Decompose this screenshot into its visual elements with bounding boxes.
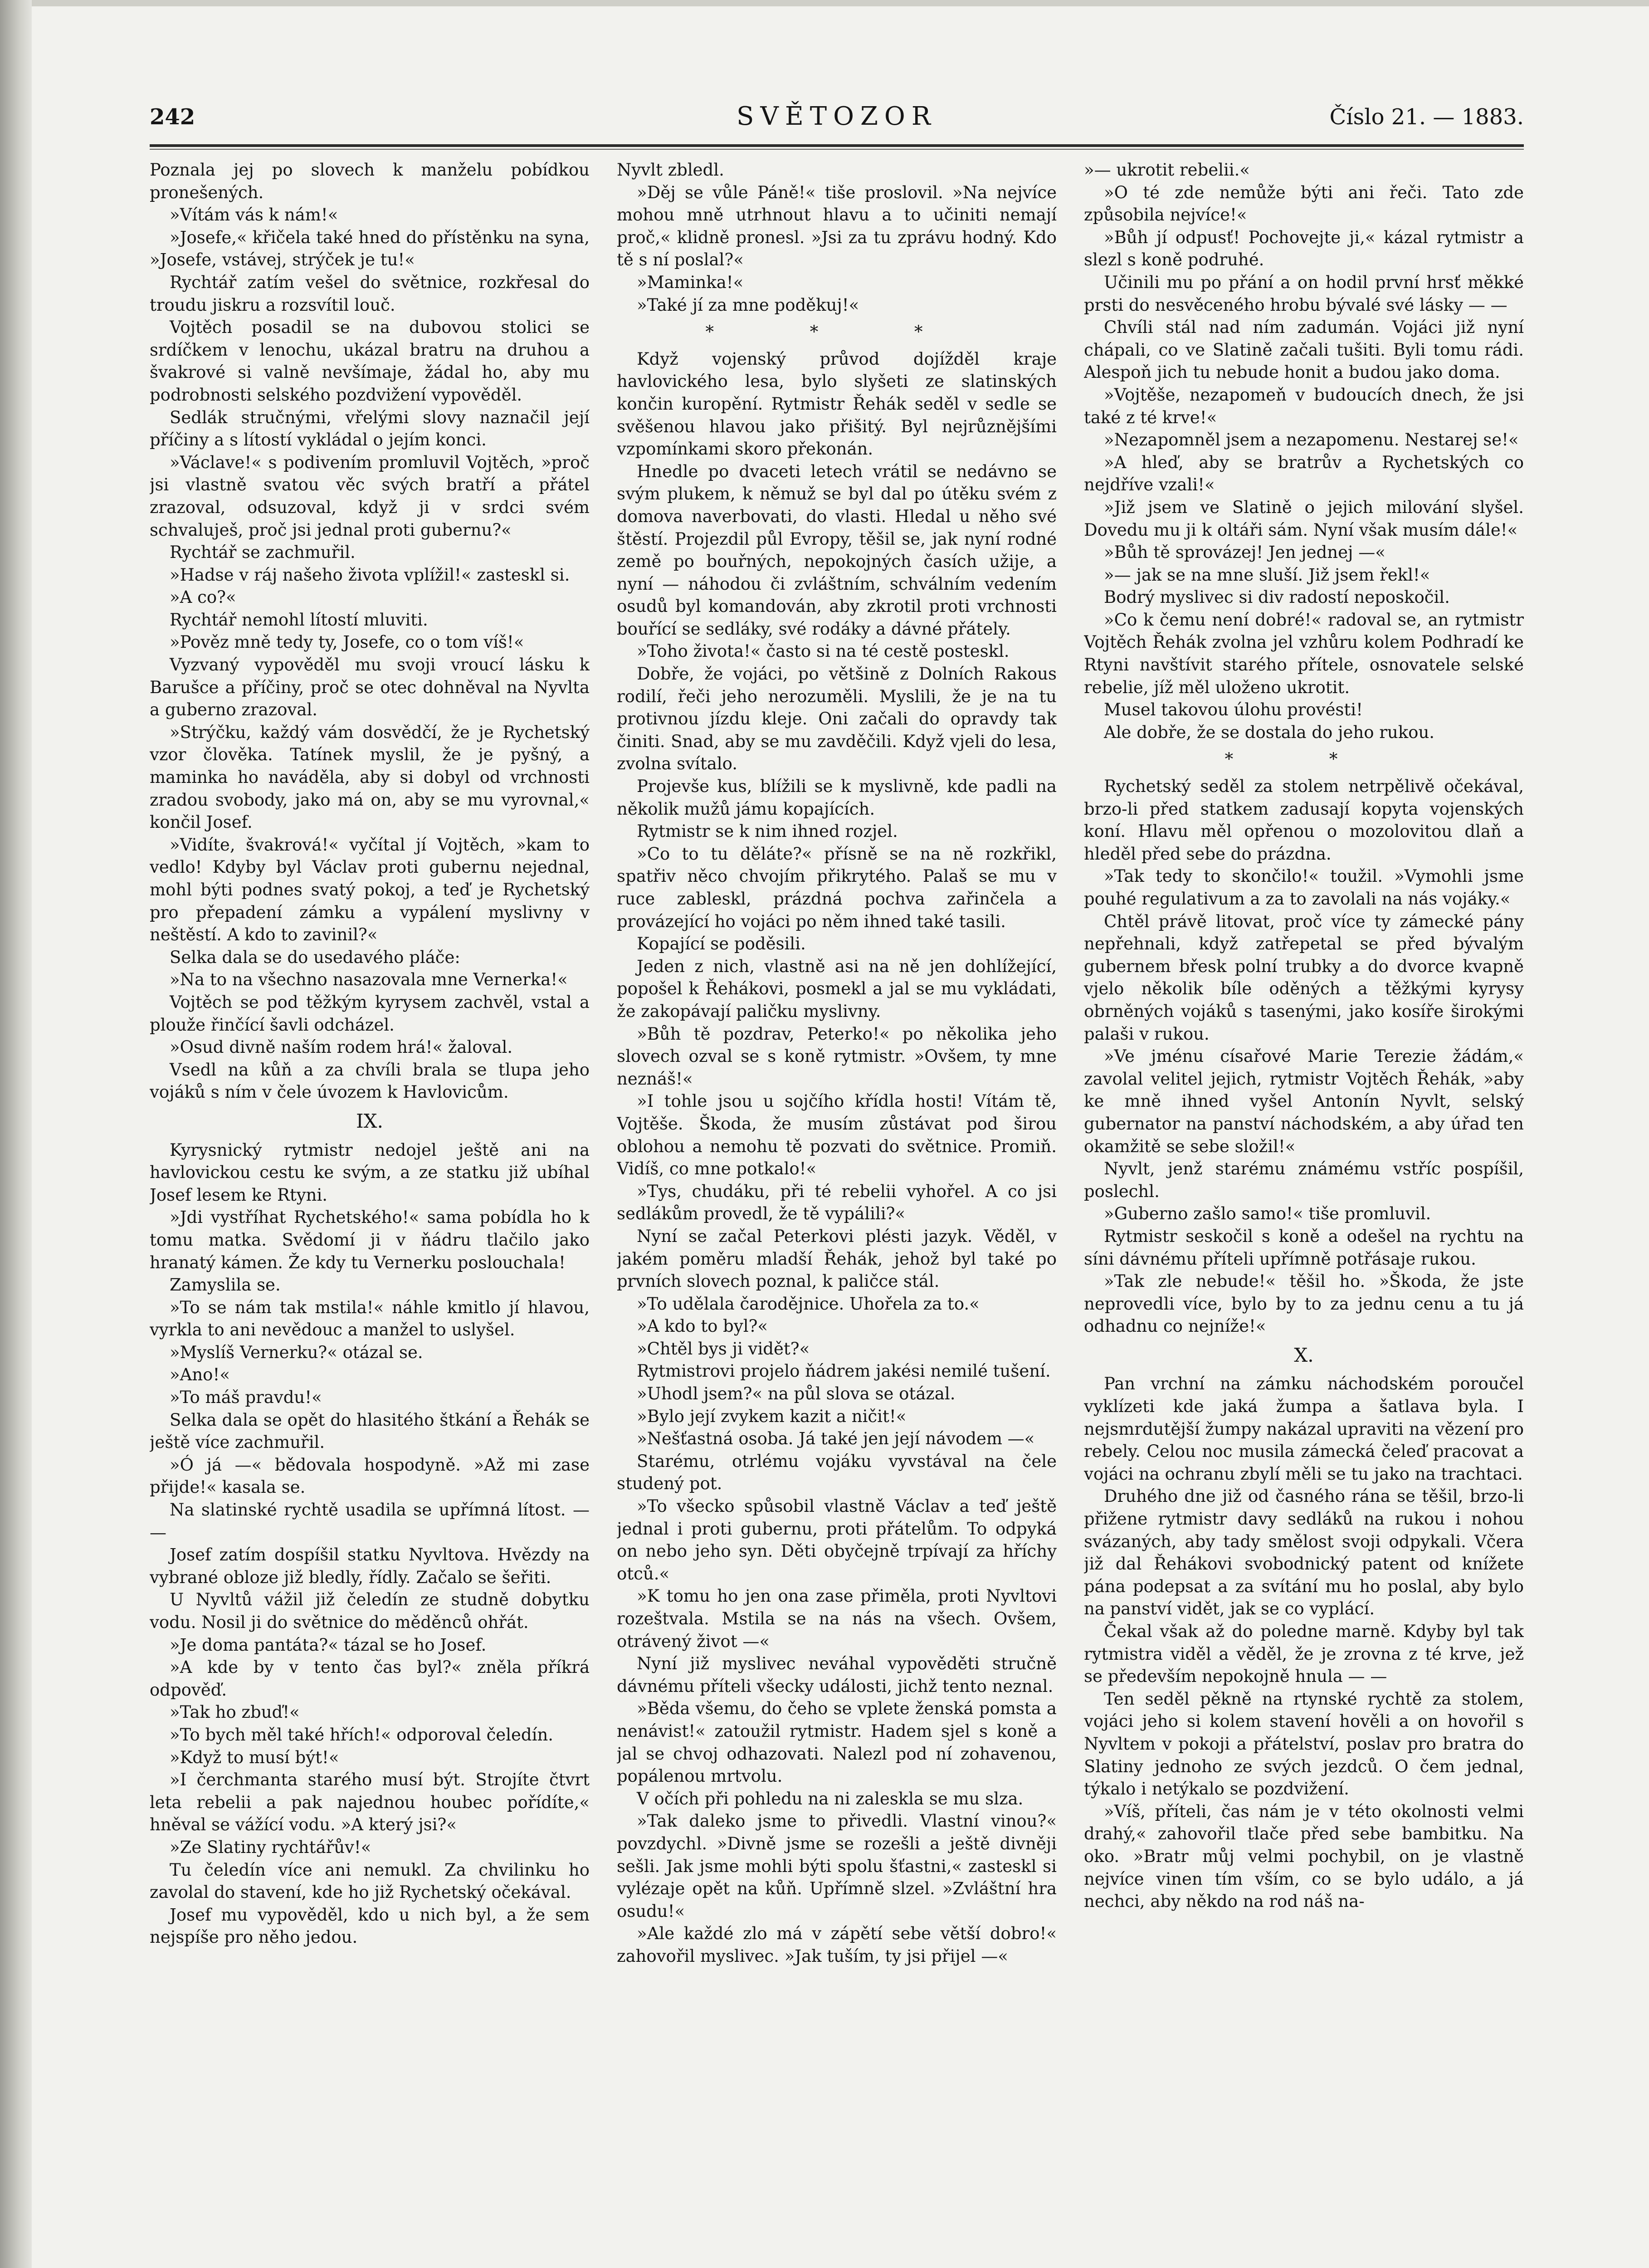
journal-title: SVĚTOZOR: [737, 102, 937, 131]
paragraph: »To bych měl také hřích!« odporoval čeledín.: [170, 1725, 554, 1745]
paragraph: »Maminka!«: [637, 272, 744, 292]
paragraph: Hnedle po dvaceti letech vrátil se nedávno se svým plukem, k němuž se byl dal po útěku svém z domova naverbovati, do vlasti. Hledal u něho své štěstí. Projezdil půl Evropy, těšil se, jak nyní rodné země po bouřných, nepokojných časích užije, a nyní — náhodou či zvláštním, schválním vedením osudů byl komandován, aby zkrotil proti vrchnosti bouřící se sedláky, své rodáky a dávné přátely.: [617, 461, 1057, 639]
paragraph: »Děj se vůle Páně!« tiše proslovil. »Na nejvíce mohou mně utrhnout hlavu a to učiniti nemají proč,« klidně pronesl. »Jsi za tu zprávu hodný. Kdo tě s ní poslal?«: [617, 182, 1057, 270]
paragraph: Rychetský seděl za stolem netrpělivě očekával, brzo-li před statkem zadusají kopyta vojenských koní. Hlavu měl opřenou o mozolovitou dlaň a hleděl před sebe do prázdna.: [1084, 777, 1524, 864]
paragraph: U Nyvltů vážil již čeledín ze studně dobytku vodu. Nosil ji do světnice do měděnců ohřát.: [150, 1590, 590, 1632]
binding-shadow: [0, 0, 32, 2268]
paragraph: »Nezapomněl jsem a nezapomenu. Nestarej se!«: [1104, 430, 1519, 450]
paragraph: »Josefe,« křičela také hned do přístěnku na syna, »Josefe, vstávej, strýček je tu!«: [150, 227, 590, 270]
paragraph: »Tys, chudáku, při té rebelii vyhořel. A co jsi sedlákům provedl, že tě vypálili?«: [617, 1181, 1057, 1224]
paragraph: Druhého dne již od časného rána se těšil, brzo-li přižene rytmistr davy sedláků na rukou i nohou svázaných, aby tady smělost svoji odpykali. Včera již dal Řehákovi svobodnický patent od knížete pána podepsat a za svítání mu ho poslal, aby bylo na panství vidět, jak se co vyplácí.: [1084, 1486, 1524, 1619]
paragraph: Tu čeledín více ani nemukl. Za chvilinku ho zavolal do stavení, kde ho již Rychetský očekával.: [150, 1860, 590, 1902]
paragraph: »I čerchmanta starého musí být. Strojíte čtvrt leta rebelii a pak najednou houbec pořídíte,« hněval se vážící vodu. »A který jsi?«: [150, 1770, 590, 1835]
paragraph: »Vidíte, švakrová!« vyčítal jí Vojtěch, »kam to vedlo! Kdyby byl Václav proti gubernu nejednal, mohl býti podnes svatý pokoj, a teď je Rychetský pro přepadení zámku a vypálení myslivny v neštěstí. A kdo to zavinil?«: [150, 835, 590, 945]
paragraph: Rytmistr seskočil s koně a odešel na rychtu na síni dávnému příteli upřímně potřásaje rukou.: [1084, 1226, 1524, 1269]
paragraph: Rychtář nemohl lítostí mluviti.: [170, 610, 428, 630]
paragraph: »— jak se na mne sluší. Již jsem řekl!«: [1104, 565, 1430, 585]
text-column-1: [150, 159, 590, 2186]
paragraph: »Pověz mně tedy ty, Josefe, co o tom víš!«: [170, 632, 524, 652]
section-heading: X.: [1294, 1344, 1314, 1366]
paragraph: »Tak zle nebude!« těšil ho. »Škoda, že jste neprovedli více, bylo by to za jednu cenu a tu já odhadnu co nejníže!«: [1084, 1271, 1524, 1336]
paragraph: Poznala jej po slovech k manželu pobídkou pronešených.: [150, 160, 590, 202]
paragraph: »Bůh tě pozdrav, Peterko!« po několika jeho slovech ozval se s koně rytmistr. »Ovšem, ty mne neznáš!«: [617, 1024, 1057, 1089]
paragraph: Kopající se poděsili.: [637, 934, 806, 954]
paragraph: Dobře, že vojáci, po většině z Dolních Rakous rodilí, řeči jeho nerozuměli. Myslili, že je na tu protivnou jízdu kleje. Oni začali do opravdy tak činiti. Snad, aby se mu zavděčili. Když vjeli do lesa, zvolna svítalo.: [617, 664, 1057, 774]
paragraph: Pan vrchní na zámku náchodském poroučel vyklízeti kde jaká žumpa a šatlava byla. I nejsmrdutější žumpy nakázal upraviti na vězení pro rebely. Celou noc musila zámecká čeleď pracovat a vojáci na ochranu zbylí měli se tu jako na trachtaci.: [1084, 1374, 1524, 1484]
section-heading: IX.: [356, 1110, 383, 1132]
paragraph: Josef zatím dospíšil statku Nyvltova. Hvězdy na vybrané obloze již bledly, řídly. Začalo se šeřiti.: [150, 1545, 590, 1587]
paragraph: »A hleď, aby se bratrův a Rychetských co nejdříve vzali!«: [1084, 452, 1524, 495]
paragraph: »Tak daleko jsme to přivedli. Vlastní vinou?« povzdychl. »Divně jsme se rozešli a ještě divněji sešli. Jak jsme mohli býti spolu šťastni,« zasteskl si vylézaje opět na kůň. Upřímně slzel. »Zvláštní hra osudu!«: [617, 1811, 1057, 1921]
paragraph: »Bylo její zvykem kazit a ničit!«: [637, 1406, 907, 1426]
paragraph: »Guberno zašlo samo!« tiše promluvil.: [1104, 1204, 1431, 1224]
paragraph: Vojtěch posadil se na dubovou stolici se srdíčkem v lenochu, ukázal bratru na druhou a švakrové si valně nevšímaje, žádal ho, aby mu podrobnosti selského pozdvižení vypověděl.: [150, 318, 590, 405]
paragraph: »Ze Slatiny rychtářův!«: [170, 1837, 371, 1857]
paragraph: »Tak tedy to skončilo!« toužil. »Vymohli jsme pouhé regulativum a za to zavolali na nás vojáky.«: [1084, 866, 1524, 909]
paragraph: Když vojenský průvod dojížděl kraje havlovického lesa, bylo slyšeti ze slatinských končin kuropění. Rytmistr Řehák seděl v sedle se svěšenou hlavou jako přišitý. Byl nejrůznějšími vzpomínkami skoro překonán.: [617, 349, 1057, 459]
section-divider: * *: [1225, 749, 1383, 769]
paragraph: »Na to na všechno nasazovala mne Vernerka!«: [170, 970, 568, 990]
paragraph: »Vojtěše, nezapomeň v budoucích dnech, že jsi také z té krve!«: [1084, 385, 1524, 427]
paragraph: Chtěl právě litovat, proč více ty zámecké pány nepřehnali, když zatřepetal se před bývalým gubernem břesk polní trubky a do dvorce kvapně vjelo několik bíle oděných a těžkými kyrysy obrněných vojáků s tasenými, jako kosíře širokými palaši v rukou.: [1084, 911, 1524, 1044]
paragraph: »To udělala čarodějnice. Uhořela za to.«: [637, 1294, 980, 1314]
paragraph: »K tomu ho jen ona zase přiměla, proti Nyvltovi rozeštvala. Mstila se na nás na všech. Ovšem, otrávený život —«: [617, 1586, 1057, 1651]
paragraph: Jeden z nich, vlastně asi na ně jen dohlížející, popošel k Řehákovi, posmekl a jal se mu vykládati, že zakopávají paličku myslivny.: [617, 956, 1057, 1021]
paragraph: Na slatinské rychtě usadila se upřímná lítost. — —: [150, 1500, 590, 1542]
paragraph: »To se nám tak mstila!« náhle kmitlo jí hlavou, vyrkla to ani nevědouc a manžel to uslyšel.: [150, 1297, 590, 1340]
paragraph: Rychtář zatím vešel do světnice, rozkřesal do troudu jiskru a rozsvítil louč.: [150, 272, 590, 315]
paragraph: Učinili mu po přání a on hodil první hrsť měkké prsti do nesvěceného hrobu bývalé své lásky — —: [1084, 272, 1524, 315]
paragraph: »Co k čemu není dobré!« radoval se, an rytmistr Vojtěch Řehák zvolna jel vzhůru kolem Podhradí ke Rtyni navštívit starého přítele, osnovatele selské rebelie, jíž měl uloženo ukrotit.: [1084, 610, 1524, 697]
paragraph: »A co?«: [170, 587, 236, 607]
paragraph: Projevše kus, blížili se k myslivně, kde padli na několik mužů jámu kopajících.: [617, 777, 1057, 819]
header-rule-thin: [150, 149, 1524, 150]
issue-info: Číslo 21. — 1883.: [1329, 104, 1524, 130]
paragraph: »Když to musí být!«: [170, 1747, 339, 1767]
paragraph: »Václave!« s podivením promluvil Vojtěch, »proč jsi vlastně svatou věc svých bratří a přátel zrazoval, odsuzoval, když ji v srdci svém schvaluješ, proč jsi jednal proti gubernu?«: [150, 452, 590, 540]
paragraph: Rytmistr se k nim ihned rozjel.: [637, 821, 898, 841]
paragraph: »— ukrotit rebelii.«: [1084, 160, 1250, 180]
paragraph: »Bůh tě sprovázej! Jen jednej —«: [1104, 543, 1386, 562]
paragraph: »Bůh jí odpusť! Pochovejte ji,« kázal rytmistr a slezl s koně podruhé.: [1084, 227, 1524, 270]
paragraph: »A kde by v tento čas byl?« zněla příkrá odpověď.: [150, 1657, 590, 1700]
paragraph: »Hadse v ráj našeho života vplížil!« zasteskl si.: [170, 565, 570, 585]
text-column-3: [1084, 159, 1524, 2186]
paragraph: Nyvlt zbledl.: [617, 160, 724, 180]
page-number: 242: [150, 104, 195, 130]
paragraph: Selka dala se opět do hlasitého štkání a Řehák se ještě více zachmuřil.: [150, 1410, 590, 1452]
paragraph: »Nešťastná osoba. Já také jen její návodem —«: [637, 1429, 1035, 1449]
paragraph: »A kdo to byl?«: [637, 1316, 768, 1336]
paragraph: »O té zde nemůže býti ani řeči. Tato zde způsobila nejvíce!«: [1084, 182, 1524, 225]
paragraph: »I tohle jsou u sojčího křídla hosti! Vítám tě, Vojtěše. Škoda, že musím zůstávat pod širou oblohou a nemohu tě pozvati do světnice. Promiň. Vidíš, co mne potkalo!«: [617, 1091, 1057, 1179]
paragraph: Ten seděl pěkně na rtynské rychtě za stolem, vojáci jeho si kolem stavení hověli a on hovořil s Nyvltem v pokoji a přátelství, poslav pro bratra do Slatiny jednoho ze svých jezdců. O čem jednal, týkalo i netýkalo se pozdvižení.: [1084, 1689, 1524, 1799]
header-rule: [150, 144, 1524, 147]
paragraph: »Ó já —« bědovala hospodyně. »Až mi zase přijde!« kasala se.: [150, 1455, 590, 1497]
paragraph: Rychtář se zachmuřil.: [170, 543, 356, 562]
paragraph: »Myslíš Vernerku?« otázal se.: [170, 1342, 423, 1362]
paragraph: Vojtěch se pod těžkým kyrysem zachvěl, vstal a plouže řinčící šavli odcházel.: [150, 992, 590, 1035]
paragraph: »Vítám vás k nám!«: [170, 205, 338, 225]
paragraph: Rytmistrovi projelo ňádrem jakési nemilé tušení.: [637, 1361, 1051, 1381]
paragraph: Nyvlt, jenž starému známému vstříc pospíšil, poslechl.: [1084, 1159, 1524, 1201]
paragraph: Sedlák stručnými, vřelými slovy naznačil její příčiny a s lítostí vykládal o jejím konci.: [150, 407, 590, 450]
paragraph: »Je doma pantáta?« tázal se ho Josef.: [170, 1635, 487, 1655]
paragraph: Musel takovou úlohu provésti!: [1104, 700, 1363, 720]
paragraph: Josef mu vypověděl, kdo u nich byl, a že sem nejspíše pro něho jedou.: [150, 1905, 590, 1947]
paragraph: Bodrý myslivec si div radostí neposkočil.: [1104, 587, 1450, 607]
paragraph: »To všecko spůsobil vlastně Václav a teď ještě jednal i proti gubernu, proti přátelům. To odpyká on nebo jeho syn. Děti obyčejně trpívají za hříchy otců.«: [617, 1496, 1057, 1584]
paragraph: »Osud divně naším rodem hrá!« žaloval.: [170, 1037, 513, 1057]
paragraph: »Již jsem ve Slatině o jejich milování slyšel. Dovedu mu ji k oltáři sám. Nyní však musím dále!«: [1084, 497, 1524, 540]
paragraph: Nyní již myslivec neváhal vypověděti stručně dávnému příteli všecky události, jichž tento neznal.: [617, 1654, 1057, 1696]
paragraph: »Uhodl jsem?« na půl slova se otázal.: [637, 1384, 956, 1404]
paragraph: Starému, otrlému vojáku vyvstával na čele studený pot.: [617, 1451, 1057, 1494]
paragraph: »Strýčku, každý vám dosvědčí, že je Rychetský vzor člověka. Tatínek myslil, že je pyšný, a maminka ho naváděla, aby si dobyl od vrchnosti zradou svobody, jako má on, aby se mu vyrovnal,« končil Josef.: [150, 722, 590, 832]
paragraph: »Ano!«: [170, 1365, 230, 1385]
paragraph: »Také jí za mne poděkuj!«: [637, 295, 859, 315]
paragraph: Zamyslila se.: [170, 1275, 281, 1295]
paragraph: »To máš pravdu!«: [170, 1388, 322, 1408]
paragraph: Kyrysnický rytmistr nedojel ještě ani na havlovickou cestu ke svým, a ze statku již ubíhal Josef lesem ke Rtyni.: [150, 1140, 590, 1205]
paragraph: Ale dobře, že se dostala do jeho rukou.: [1104, 722, 1435, 742]
paragraph: Nyní se začal Peterkovi plésti jazyk. Věděl, v jakém poměru mladší Řehák, jehož byl také po prvních slovech poznal, k paličce stál.: [617, 1226, 1057, 1291]
paragraph: »Jdi vystříhat Rychetského!« sama pobídla ho k tomu matka. Svědomí ji v ňádru tlačilo jako hranatý kámen. Že kdy tu Vernerku poslouchala!: [150, 1207, 590, 1272]
paragraph: »Ve jménu císařové Marie Terezie žádám,« zavolal velitel jejich, rytmistr Vojtěch Řehák, »aby ke mně ihned vyšel Antonín Nyvlt, selský gubernator na panství náchodském, a aby úřad ten okamžitě se sebe složil!«: [1084, 1046, 1524, 1156]
paragraph: Vsedl na kůň a za chvíli brala se tlupa jeho vojáků s ním v čele úvozem k Havlovicům.: [150, 1060, 590, 1102]
paragraph: »Tak ho zbuď!«: [170, 1702, 300, 1722]
paragraph: »Toho života!« často si na té cestě posteskl.: [637, 641, 1010, 661]
page-header: [150, 104, 1524, 141]
paragraph: Selka dala se do usedavého pláče:: [170, 947, 460, 967]
paragraph: »Chtěl bys ji vidět?«: [637, 1339, 810, 1359]
paragraph: »Běda všemu, do čeho se vplete ženská pomsta a nenávist!« zatoužil rytmistr. Hadem sjel s koně a jal se chvoj odhazovati. Nalezl pod ní zohavenou, popálenou mrtvolu.: [617, 1699, 1057, 1786]
paragraph: »Víš, příteli, čas nám je v této okolnosti velmi drahý,« zahovořil tlače před sebe bambitku. Na oko. »Bratr můj velmi pochybil, on je vlastně nejvíce vinen tím vším, co se bylo událo, a já nechci, aby někdo na rod náš na-: [1084, 1801, 1524, 1911]
section-divider: * * *: [705, 322, 968, 342]
paragraph: »Ale každé zlo má v zápětí sebe větší dobro!« zahovořil myslivec. »Jak tuším, ty jsi přijel —«: [617, 1924, 1057, 1966]
paragraph: Čekal však až do poledne marně. Kdyby byl tak rytmistra viděl a věděl, že je zrovna z té krve, jež se především nepokojně hnula — —: [1084, 1622, 1524, 1686]
paragraph: »Co to tu děláte?« přísně se na ně rozkřikl, spatřiv něco chvojím přikrytého. Palaš se mu v ruce zableskl, prázdná pochva zařinčela a provázející ho vojáci po něm ihned také tasili.: [617, 844, 1057, 931]
text-column-2: [617, 159, 1057, 2186]
paragraph: V očích při pohledu na ni zaleskla se mu slza.: [637, 1789, 1024, 1809]
paragraph: Vyzvaný vypověděl mu svoji vroucí lásku k Barušce a příčiny, proč se otec dohněval na Nyvlta a guberno zrazoval.: [150, 655, 590, 720]
scan-edge: [0, 0, 1649, 6]
paragraph: Chvíli stál nad ním zadumán. Vojáci již nyní chápali, co ve Slatině začali tušiti. Byli tomu rádi. Alespoň jich tu nebude honit a budou jako doma.: [1084, 318, 1524, 382]
